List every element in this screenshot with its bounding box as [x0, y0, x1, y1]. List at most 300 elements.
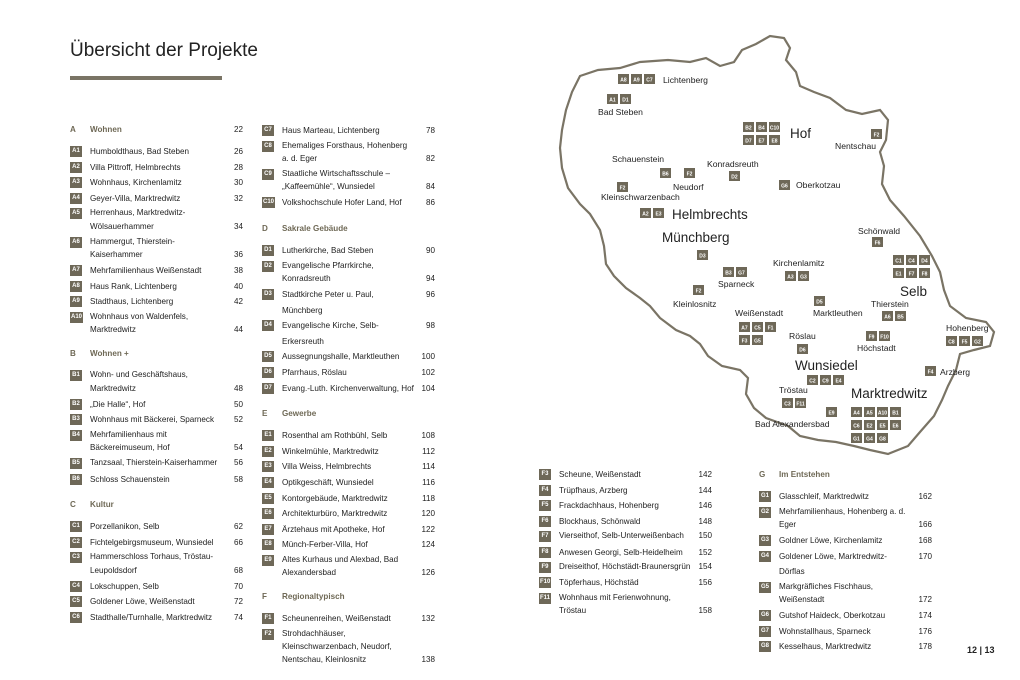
project-page: 52	[233, 415, 243, 425]
project-code-badge: A4	[70, 193, 82, 204]
section-name: Wohnen +	[90, 349, 129, 359]
map-badge-code: G4	[866, 436, 873, 443]
project-page: 120	[421, 509, 435, 519]
map-project-badge[interactable]	[864, 420, 875, 430]
project-name: Ehemaliges Forsthaus, Hohenberg a. d. Eger	[282, 140, 408, 163]
map-town	[707, 159, 759, 181]
section-letter: B	[70, 349, 76, 359]
section-name: Wohnen	[90, 125, 122, 134]
project-name: Stadtkirche Peter u. Paul, Münchberg	[282, 290, 374, 315]
section-name: Kultur	[90, 500, 114, 510]
map-badge-code: E2	[866, 423, 873, 430]
map-project-badge[interactable]	[851, 433, 862, 443]
map-town	[813, 296, 863, 318]
map-town-label: Sparneck	[718, 279, 755, 289]
map-badge-code: G1	[853, 436, 860, 443]
map-badge-code: E6	[892, 423, 899, 430]
map-badge-code: F2	[695, 288, 702, 295]
project-code-badge: D4	[262, 320, 274, 331]
map-project-badge[interactable]	[882, 311, 893, 321]
map-project-badge[interactable]	[795, 398, 806, 408]
project-name: Wohnhaus, Kirchenlamitz	[90, 178, 182, 188]
map-project-badge[interactable]	[919, 255, 930, 265]
map-badge-code: A10	[877, 410, 888, 417]
project-page: 132	[421, 614, 435, 624]
map-badge-code: A8	[620, 77, 627, 84]
map-badge-code: F4	[927, 369, 934, 376]
project-name: Wohn- und Geschäftshaus, Marktredwitz	[90, 370, 188, 393]
section-name: Sakrale Gebäude	[282, 224, 348, 233]
project-code-badge: E1	[262, 430, 274, 441]
project-name: Stadthaus, Lichtenberg	[90, 297, 174, 307]
map-project-badge[interactable]	[890, 407, 901, 417]
project-name: Frackdachhaus, Hohenberg	[559, 501, 659, 511]
map-town-label: Helmbrechts	[672, 207, 748, 222]
project-page: 70	[233, 581, 243, 591]
map-badge-code: F2	[873, 132, 880, 139]
project-page: 116	[422, 477, 435, 487]
project-name: Mehrfamilienhaus Weißenstadt	[90, 266, 202, 276]
project-page: 32	[233, 193, 243, 203]
project-name: Scheunenreihen, Weißenstadt	[282, 614, 391, 624]
map-town	[779, 180, 841, 190]
project-code-badge: E6	[262, 508, 274, 519]
project-code-badge: F10	[539, 577, 551, 588]
project-page: 168	[918, 536, 932, 545]
project-code-badge: E7	[262, 524, 274, 535]
project-page: 98	[425, 321, 435, 331]
project-name: Kesselhaus, Marktredwitz	[779, 642, 872, 652]
project-page: 48	[233, 383, 243, 393]
map-project-badge[interactable]	[797, 344, 808, 354]
map-town-label: Hof	[790, 126, 812, 141]
map-badge-code: F5	[961, 339, 968, 346]
map-project-badge[interactable]	[972, 336, 983, 346]
map-badge-code: B3	[725, 270, 732, 277]
project-page: 56	[233, 458, 243, 468]
map-town-label: Marktleuthen	[813, 308, 863, 318]
project-name: Mehrfamilienhaus mit Bäckereimuseum, Hof	[90, 429, 170, 453]
map-project-badge[interactable]	[871, 129, 882, 139]
project-name: Trüpfhaus, Arzberg	[559, 485, 628, 495]
map-badge-code: C3	[784, 401, 791, 408]
map-project-badge[interactable]	[906, 255, 917, 265]
project-page: 148	[698, 516, 712, 526]
map-project-badge[interactable]	[736, 267, 747, 277]
map-badge-code: F6	[874, 240, 881, 247]
map-town-label: Kirchenlamitz	[773, 258, 825, 268]
project-name: Winkelmühle, Marktredwitz	[282, 446, 379, 456]
map-badge-code: B6	[662, 171, 669, 178]
map-project-badge[interactable]	[893, 255, 904, 265]
project-name: Vierseithof, Selb-Unterweißenbach	[559, 531, 684, 541]
project-page: 82	[425, 153, 435, 163]
map-town-label: Oberkotzau	[796, 180, 841, 190]
map-town	[673, 285, 716, 309]
map-project-badge[interactable]	[807, 375, 818, 385]
project-name: Porzellanikon, Selb	[90, 522, 160, 532]
project-page: 62	[233, 522, 243, 532]
section-name: Regionaltypisch	[282, 592, 345, 602]
map-project-badge[interactable]	[872, 237, 883, 247]
page-title: Übersicht der Projekte	[70, 40, 258, 61]
project-code-badge: E5	[262, 493, 274, 504]
project-name: Aussegnungshalle, Marktleuthen	[282, 352, 400, 362]
project-name: Hammerschloss Torhaus, Tröstau-Leupoldsdorf	[90, 552, 214, 575]
project-page: 146	[698, 501, 712, 511]
map-project-badge[interactable]	[826, 407, 837, 417]
project-page: 28	[233, 162, 243, 172]
project-name: Blockhaus, Schönwald	[559, 516, 641, 526]
map-badge-code: C10	[769, 125, 780, 132]
project-name: Geyer-Villa, Marktredwitz	[90, 193, 181, 203]
map-badge-code: F10	[880, 334, 889, 341]
map-town-label: Röslau	[789, 331, 816, 341]
map-town-label: Thierstein	[871, 299, 909, 309]
map-project-badge[interactable]	[890, 420, 901, 430]
map-project-badge[interactable]	[729, 171, 740, 181]
map-town	[835, 129, 882, 151]
project-page: 172	[918, 594, 932, 604]
project-code-badge: C3	[70, 552, 82, 563]
project-name: Volkshochschule Hofer Land, Hof	[282, 198, 402, 208]
map-project-badge[interactable]	[959, 336, 970, 346]
map-town	[601, 182, 680, 202]
map-badge-code: D1	[622, 97, 629, 104]
map-project-badge[interactable]	[765, 322, 776, 332]
project-code-badge: F6	[539, 516, 551, 527]
map-project-badge[interactable]	[769, 122, 780, 132]
map-town	[612, 154, 671, 178]
project-name: Markgräfliches Fischhaus, Weißenstadt	[779, 581, 874, 604]
project-name: Goldner Löwe, Kirchenlamitz	[779, 536, 883, 545]
map-project-badge[interactable]	[739, 322, 750, 332]
project-name: Evangelische Pfarrkirche, Konradsreuth	[282, 260, 374, 283]
map-project-badge[interactable]	[723, 267, 734, 277]
map-project-badge[interactable]	[814, 296, 825, 306]
map-town-label: Wunsiedel	[795, 358, 858, 373]
map-town	[857, 331, 896, 353]
map-town-label: Weißenstadt	[735, 308, 784, 318]
map-town	[598, 94, 643, 117]
project-name: Strohdachhäuser, Kleinschwarzenbach, Neudorf, Nentschau, Kleinlosnitz	[282, 628, 392, 665]
project-name: Ärztehaus mit Apotheke, Hof	[282, 524, 385, 534]
project-page: 142	[698, 470, 712, 479]
map-project-badge[interactable]	[769, 135, 780, 145]
map-project-badge[interactable]	[864, 407, 875, 417]
section-letter: C	[70, 500, 76, 510]
project-code-badge: G1	[759, 491, 771, 502]
map-badge-code: A3	[787, 274, 794, 281]
project-code-badge: F1	[262, 613, 274, 624]
map-town-label: Nentschau	[835, 141, 877, 151]
project-name: Herrenhaus, Marktredwitz-Wölsauerhammer	[90, 208, 186, 231]
project-name: Dreiseithof, Höchstädt-Braunersgrün	[559, 562, 691, 572]
map-badge-code: F7	[908, 271, 915, 278]
project-page: 30	[233, 178, 243, 188]
project-code-badge: D5	[262, 351, 274, 362]
map-project-badge[interactable]	[618, 74, 629, 84]
project-name: Villa Weiss, Helmbrechts	[282, 462, 372, 472]
project-page: 94	[425, 273, 435, 283]
map-project-badge[interactable]	[877, 420, 888, 430]
map-badge-code: C9	[822, 378, 829, 385]
project-page: 50	[233, 399, 243, 409]
project-page: 58	[233, 474, 243, 484]
project-name: Schloss Schauenstein	[90, 474, 170, 484]
map-badge-code: B5	[897, 314, 904, 321]
map-badge-code: D3	[699, 253, 706, 260]
map-town	[851, 386, 928, 443]
map-badge-code: F11	[796, 401, 805, 408]
project-page: 78	[425, 126, 435, 135]
map-town-label: Höchstadt	[857, 343, 896, 353]
project-code-badge: B5	[70, 458, 82, 469]
map-project-badge[interactable]	[756, 135, 767, 145]
project-page: 162	[918, 492, 932, 501]
project-page: 158	[698, 606, 712, 616]
project-code-badge: E2	[262, 446, 274, 457]
project-name: Wohnhaus mit Bäckerei, Sparneck	[90, 415, 215, 425]
map-project-badge[interactable]	[640, 208, 651, 218]
map-project-badge[interactable]	[946, 336, 957, 346]
project-code-badge: A6	[70, 237, 82, 248]
map-badge-code: F9	[868, 334, 875, 341]
project-code-badge: D1	[262, 245, 274, 256]
map-project-badge[interactable]	[697, 250, 708, 260]
map-project-badge[interactable]	[864, 433, 875, 443]
map-project-badge[interactable]	[631, 74, 642, 84]
project-name: Kontorgebäude, Marktredwitz	[282, 493, 388, 503]
project-code-badge: G8	[759, 641, 771, 652]
project-code-badge: F5	[539, 500, 551, 511]
map-badge-code: C6	[853, 423, 860, 430]
map-project-badge[interactable]	[743, 122, 754, 132]
map-town	[779, 385, 808, 408]
map-badge-code: C4	[908, 258, 915, 265]
map-badge-code: D6	[799, 347, 806, 354]
project-page: 124	[421, 540, 435, 550]
project-name: Pfarrhaus, Röslau	[282, 367, 347, 377]
project-code-badge: C2	[70, 537, 82, 548]
project-code-badge: A7	[70, 265, 82, 276]
map-badge-code: G3	[800, 274, 807, 281]
map-project-badge[interactable]	[820, 375, 831, 385]
map-badge-code: D2	[731, 174, 738, 181]
project-page: 36	[233, 249, 243, 259]
map-project-badge[interactable]	[752, 335, 763, 345]
section-letter: F	[262, 592, 267, 602]
project-name: Evangelische Kirche, Selb-Erkersreuth	[282, 321, 379, 346]
project-page: 150	[698, 531, 712, 541]
project-name: Lokschuppen, Selb	[90, 581, 159, 591]
project-page: 74	[233, 612, 243, 622]
map-project-badge[interactable]	[906, 268, 917, 278]
project-page: 176	[918, 626, 932, 636]
project-code-badge: F7	[539, 531, 551, 542]
map-town	[789, 331, 816, 354]
map-town	[893, 255, 930, 299]
map-project-badge[interactable]	[893, 268, 904, 278]
section-letter: D	[262, 224, 268, 233]
project-page: 54	[233, 443, 243, 453]
map-badge-code: B2	[745, 125, 752, 132]
project-code-badge: E4	[262, 477, 274, 488]
project-page: 122	[421, 524, 435, 534]
project-code-badge: D6	[262, 367, 274, 378]
map-town-label: Marktredwitz	[851, 386, 928, 401]
map-town	[673, 168, 704, 192]
project-code-badge: G6	[759, 610, 771, 621]
project-page: 118	[422, 493, 435, 503]
map-town-label: Neudorf	[673, 182, 704, 192]
project-code-badge: B2	[70, 399, 82, 410]
project-code-badge: B1	[70, 370, 82, 381]
map-project-badge[interactable]	[851, 407, 862, 417]
project-page: 100	[421, 352, 435, 362]
map-project-badge[interactable]	[684, 168, 695, 178]
map-badge-code: A2	[642, 211, 649, 218]
map-town	[773, 258, 825, 281]
map-town	[618, 74, 708, 85]
project-code-badge: A9	[70, 296, 82, 307]
project-name: Evang.-Luth. Kirchenverwaltung, Hof	[282, 383, 414, 393]
project-page: 86	[425, 198, 435, 208]
map-project-badge[interactable]	[653, 208, 664, 218]
project-page: 154	[698, 562, 712, 572]
project-code-badge: A5	[70, 208, 82, 219]
project-page: 68	[233, 565, 243, 575]
map-badge-code: E7	[758, 138, 765, 145]
project-name: Münch-Ferber-Villa, Hof	[282, 540, 368, 550]
project-code-badge: C6	[70, 612, 82, 623]
project-code-badge: F4	[539, 485, 551, 496]
map-town-label: Lichtenberg	[663, 75, 708, 85]
map-town	[718, 267, 755, 289]
project-code-badge: G7	[759, 626, 771, 637]
map-badge-code: F1	[767, 325, 774, 332]
project-name: Glasschleif, Marktredwitz	[779, 492, 869, 501]
map-project-badge[interactable]	[925, 366, 936, 376]
project-page: 44	[233, 325, 243, 335]
map-project-badge[interactable]	[798, 271, 809, 281]
project-page: 178	[918, 642, 932, 652]
map-badge-code: G8	[879, 436, 886, 443]
map-project-badge[interactable]	[693, 285, 704, 295]
map-project-badge[interactable]	[739, 335, 750, 345]
map-town	[795, 358, 858, 385]
map-project-badge[interactable]	[779, 180, 790, 190]
map-project-badge[interactable]	[866, 331, 877, 341]
project-page: 34	[233, 221, 243, 231]
map-project-badge[interactable]	[756, 122, 767, 132]
project-name: Hammergut, Thierstein-Kaiserhammer	[90, 236, 175, 259]
map-project-badge[interactable]	[743, 135, 754, 145]
map-badge-code: G7	[738, 270, 745, 277]
map-project-badge[interactable]	[851, 420, 862, 430]
map-project-badge[interactable]	[620, 94, 631, 104]
project-page: 66	[233, 537, 243, 547]
map-project-badge[interactable]	[919, 268, 930, 278]
project-code-badge: C4	[70, 581, 82, 592]
project-code-badge: F3	[539, 469, 551, 480]
map-town	[735, 308, 784, 345]
project-code-badge: E8	[262, 539, 274, 550]
map-badge-code: D5	[816, 299, 823, 306]
map-badge-code: A1	[609, 97, 616, 104]
project-page: 156	[698, 578, 712, 588]
map-project-badge[interactable]	[607, 94, 618, 104]
project-page: 144	[698, 485, 712, 495]
project-code-badge: B6	[70, 474, 82, 485]
project-code-badge: A1	[70, 146, 82, 157]
project-name: Altes Kurhaus und Alexbad, Bad Alexandersbad	[282, 554, 399, 578]
project-code-badge: C10	[262, 197, 275, 208]
map-town-label: Konradsreuth	[707, 159, 759, 169]
project-name: Villa Pittroff, Helmbrechts	[90, 162, 181, 172]
map-project-badge[interactable]	[617, 182, 628, 192]
project-page: 90	[425, 246, 435, 255]
map-project-badge[interactable]	[895, 311, 906, 321]
project-code-badge: E9	[262, 555, 274, 566]
project-page: 138	[421, 655, 435, 665]
map-town-label: Tröstau	[779, 385, 808, 395]
map-project-badge[interactable]	[877, 407, 888, 417]
map-town-label: Selb	[900, 284, 928, 299]
project-page: 102	[421, 367, 435, 377]
map-badge-code: A7	[741, 325, 748, 332]
project-code-badge: C1	[70, 521, 82, 532]
project-code-badge: C5	[70, 596, 82, 607]
project-code-badge: A3	[70, 177, 82, 188]
map-town-label: Arzberg	[940, 367, 971, 377]
project-page: 152	[698, 547, 712, 557]
project-name: Wohnhaus mit Ferienwohnung, Tröstau	[559, 592, 671, 616]
map-project-badge[interactable]	[785, 271, 796, 281]
map-badge-code: E5	[879, 423, 886, 430]
project-name: Fichtelgebirgsmuseum, Wunsiedel	[90, 537, 214, 547]
map-town	[858, 226, 900, 247]
map-badge-code: F3	[741, 338, 748, 345]
section-letter: G	[759, 470, 766, 479]
map-badge-code: C2	[809, 378, 816, 385]
map-project-badge[interactable]	[833, 375, 844, 385]
project-page: 84	[425, 182, 435, 192]
map-project-badge[interactable]	[644, 74, 655, 84]
map-badge-code: C7	[646, 77, 653, 84]
map-badge-code: C5	[754, 325, 761, 332]
project-page: 166	[918, 519, 932, 529]
page-number: 12 | 13	[967, 645, 995, 655]
map-town-label: Münchberg	[662, 230, 730, 245]
map-badge-code: F2	[686, 171, 693, 178]
map-project-badge[interactable]	[877, 433, 888, 443]
project-page: 38	[233, 266, 243, 276]
map-project-badge[interactable]	[660, 168, 671, 178]
map-project-badge[interactable]	[782, 398, 793, 408]
project-name: Humboldthaus, Bad Steben	[90, 147, 189, 156]
section-letter: E	[262, 409, 268, 419]
project-code-badge: G4	[759, 551, 771, 562]
map-badge-code: C8	[948, 339, 955, 346]
project-name: Haus Marteau, Lichtenberg	[282, 126, 380, 135]
map-project-badge[interactable]	[752, 322, 763, 332]
map-badge-code: A5	[866, 410, 873, 417]
map-badge-code: B4	[758, 125, 765, 132]
project-page: 104	[421, 383, 435, 393]
map-project-badge[interactable]	[879, 331, 890, 341]
map-badge-code: F8	[921, 271, 928, 278]
